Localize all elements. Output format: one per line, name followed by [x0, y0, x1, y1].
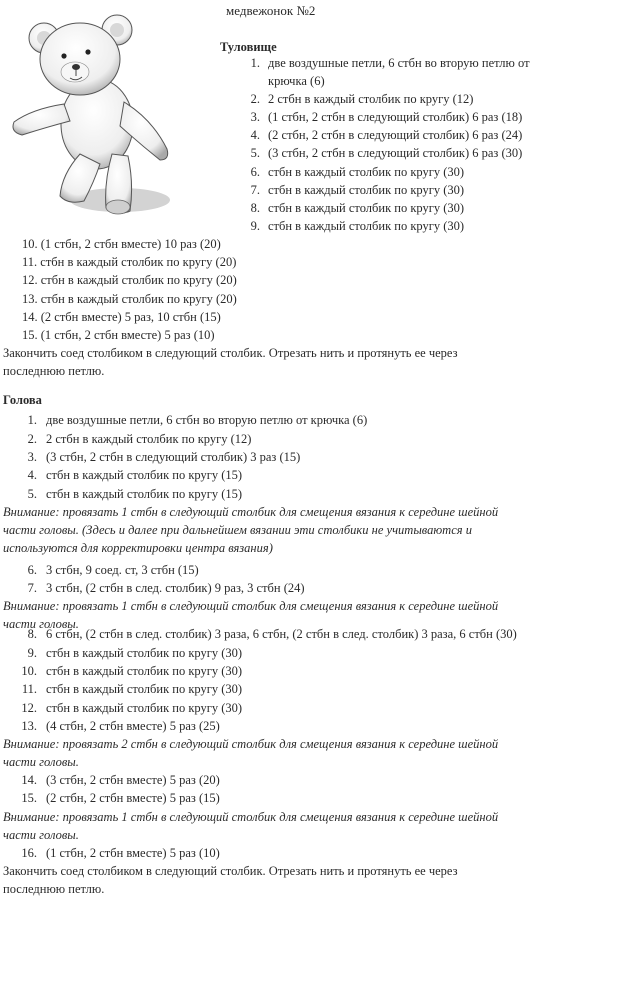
torso-row-4-number: 4.	[250, 128, 260, 142]
head-row-14-text: (3 стбн, 2 стбн вместе) 5 раз (20)	[46, 773, 220, 787]
torso-row-1-text: две воздушные петли, 6 стбн во вторую петлю от	[268, 56, 530, 70]
head-row-11-number: 11.	[21, 682, 37, 696]
torso-row-1-continuation: крючка (6)	[268, 74, 325, 88]
torso-row-8-text: стбн в каждый столбик по кругу (30)	[268, 201, 465, 215]
torso-row-2-text: 2 стбн в каждый столбик по кругу (12)	[268, 92, 474, 106]
torso-row-13: 13. стбн в каждый столбик по кругу (20)	[22, 291, 237, 306]
torso-row-10: 10. (1 стбн, 2 стбн вместе) 10 раз (20)	[22, 237, 221, 251]
torso-row-4-text: (2 стбн, 2 стбн в следующий столбик) 6 раз (24)	[268, 128, 523, 142]
head-row-13-number: 13.	[21, 719, 37, 733]
head-note-1-line-2: части головы. (Здесь и далее при дальнейшем вязании эти столбики не учитываются и	[3, 523, 472, 537]
head-note-1-line-3: используются для корректировки центра вязания)	[3, 541, 273, 555]
torso-row-6-number: 6.	[250, 165, 260, 179]
torso-row-9-text: стбн в каждый столбик по кругу (30)	[268, 219, 465, 233]
teddy-bear-illustration	[2, 4, 182, 219]
torso-row-2-number: 2.	[250, 92, 260, 106]
head-row-3-number: 3.	[27, 450, 37, 464]
torso-row-15: 15. (1 стбн, 2 стбн вместе) 5 раз (10)	[22, 328, 215, 342]
torso-finish-line-1: Закончить соед столбиком в следующий столбик. Отрезать нить и протянуть ее через	[3, 346, 458, 360]
head-row-7-number: 7.	[27, 581, 37, 595]
head-row-8-text: 6 стбн, (2 стбн в след. столбик) 3 раза, 6 стбн, (2 стбн в след. столбик) 3 раза, 6 стбн (30)	[46, 627, 517, 641]
head-row-4-text: стбн в каждый столбик по кругу (15)	[46, 468, 243, 482]
head-row-4-number: 4.	[27, 468, 37, 482]
head-row-15-number: 15.	[21, 791, 37, 805]
head-row-14-number: 14.	[21, 773, 37, 787]
head-finish-line-2: последнюю петлю.	[3, 882, 105, 896]
head-row-7-text: 3 стбн, (2 стбн в след. столбик) 9 раз, 3 стбн (24)	[46, 581, 305, 595]
head-row-12-text: стбн в каждый столбик по кругу (30)	[46, 701, 243, 715]
head-note-3-line-1: Внимание: провязать 2 стбн в следующий столбик для смещения вязания к середине шейной	[3, 737, 499, 751]
torso-finish-line-2: последнюю петлю.	[3, 364, 105, 378]
head-row-5-number: 5.	[27, 487, 37, 501]
head-note-4-line-2: части головы.	[3, 828, 79, 842]
torso-row-3-number: 3.	[250, 110, 260, 124]
head-finish-line-1: Закончить соед столбиком в следующий столбик. Отрезать нить и протянуть ее через	[3, 864, 458, 878]
head-row-15-text: (2 стбн, 2 стбн вместе) 5 раз (15)	[46, 791, 220, 805]
torso-row-5-text: (3 стбн, 2 стбн в следующий столбик) 6 раз (30)	[268, 146, 523, 160]
torso-row-1-number: 1.	[250, 56, 260, 70]
torso-heading: Туловище	[220, 40, 277, 54]
head-note-1-line-1: Внимание: провязать 1 стбн в следующий столбик для смещения вязания к середине шейной	[3, 505, 499, 519]
head-row-11-text: стбн в каждый столбик по кругу (30)	[46, 682, 243, 696]
head-row-2-text: 2 стбн в каждый столбик по кругу (12)	[46, 432, 252, 446]
head-row-10-number: 10.	[21, 664, 37, 678]
head-row-10-text: стбн в каждый столбик по кругу (30)	[46, 664, 243, 678]
torso-row-8-number: 8.	[250, 201, 260, 215]
head-heading: Голова	[3, 393, 42, 407]
head-row-6-text: 3 стбн, 9 соед. ст, 3 стбн (15)	[46, 563, 199, 577]
head-note-4-line-1: Внимание: провязать 1 стбн в следующий столбик для смещения вязания к середине шейной	[3, 810, 499, 824]
head-row-16-number: 16.	[21, 846, 37, 860]
head-row-6-number: 6.	[27, 563, 37, 577]
torso-row-9-number: 9.	[250, 219, 260, 233]
head-row-8-number: 8.	[27, 627, 37, 641]
torso-row-14: 14. (2 стбн вместе) 5 раз, 10 стбн (15)	[22, 309, 221, 324]
torso-row-11: 11. стбн в каждый столбик по кругу (20)	[22, 255, 237, 270]
torso-row-3-text: (1 стбн, 2 стбн в следующий столбик) 6 раз (18)	[268, 110, 523, 124]
head-row-2-number: 2.	[27, 432, 37, 446]
torso-row-5-number: 5.	[250, 146, 260, 160]
head-row-1-text: две воздушные петли, 6 стбн во вторую петлю от крючка (6)	[46, 413, 368, 427]
head-row-1-number: 1.	[27, 413, 37, 427]
torso-row-7-number: 7.	[250, 183, 260, 197]
head-row-9-number: 9.	[27, 646, 37, 660]
head-row-12-number: 12.	[21, 701, 37, 715]
head-row-9-text: стбн в каждый столбик по кругу (30)	[46, 646, 243, 660]
head-note-3-line-2: части головы.	[3, 755, 79, 769]
torso-row-7-text: стбн в каждый столбик по кругу (30)	[268, 183, 465, 197]
document-title: медвежонок №2	[226, 3, 316, 18]
head-row-5-text: стбн в каждый столбик по кругу (15)	[46, 487, 243, 501]
torso-row-12: 12. стбн в каждый столбик по кругу (20)	[22, 273, 237, 288]
head-row-13-text: (4 стбн, 2 стбн вместе) 5 раз (25)	[46, 719, 220, 733]
torso-row-6-text: стбн в каждый столбик по кругу (30)	[268, 165, 465, 179]
head-note-2-line-1: Внимание: провязать 1 стбн в следующий столбик для смещения вязания к середине шейной	[3, 599, 499, 613]
head-note-2-line-2: части головы.	[3, 617, 79, 631]
head-row-16-text: (1 стбн, 2 стбн вместе) 5 раз (10)	[46, 846, 220, 860]
head-row-3-text: (3 стбн, 2 стбн в следующий столбик) 3 раз (15)	[46, 450, 301, 464]
